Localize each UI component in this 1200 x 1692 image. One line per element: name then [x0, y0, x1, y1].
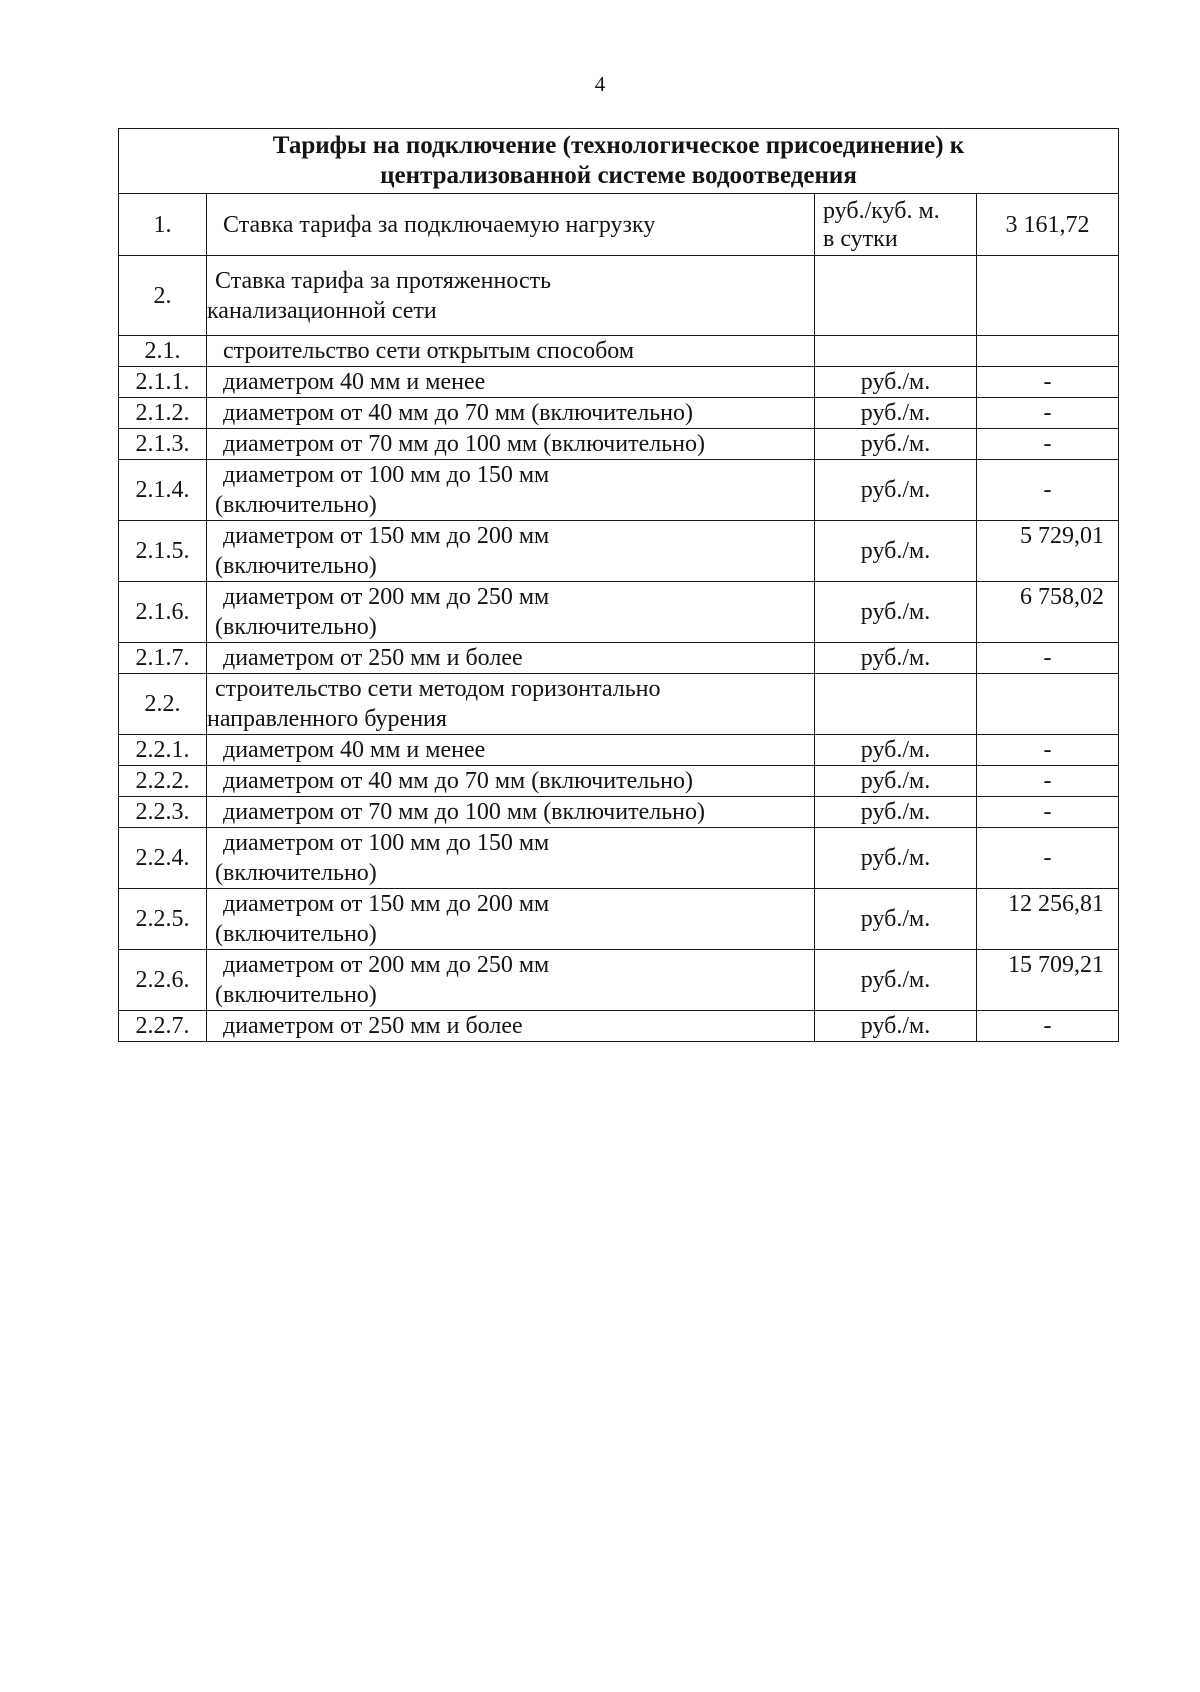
table-title-line-2: централизованной системе водоотведения	[380, 162, 857, 189]
row-name	[207, 735, 815, 766]
row-unit	[815, 367, 977, 398]
row-number: 2.2.4.	[119, 828, 207, 889]
row-name	[207, 460, 815, 521]
table-row	[119, 367, 1119, 398]
row-value: 6 758,02	[977, 582, 1119, 643]
row-unit-line: руб./м.	[860, 967, 931, 993]
table-row	[119, 766, 1119, 797]
row-value	[977, 256, 1119, 336]
row-name-line: канализационной сети	[207, 297, 437, 324]
row-name	[207, 582, 815, 643]
row-number: 2.	[119, 256, 207, 336]
row-name-line: строительство сети открытым способом	[223, 338, 635, 364]
row-number: 1.	[119, 194, 207, 256]
row-number: 2.1.	[119, 336, 207, 367]
row-unit-line: руб./м.	[860, 599, 931, 625]
row-unit	[815, 889, 977, 950]
row-name	[207, 398, 815, 429]
row-unit	[815, 1011, 977, 1042]
row-value	[977, 674, 1119, 735]
table-title	[119, 129, 1119, 194]
row-value: -	[977, 398, 1119, 429]
row-unit	[815, 828, 977, 889]
row-unit	[815, 521, 977, 582]
row-value: -	[977, 367, 1119, 398]
row-name	[207, 797, 815, 828]
row-name-line: диаметром от 100 мм до 150 мм	[223, 830, 550, 856]
row-name	[207, 674, 815, 735]
row-name-line: диаметром от 40 мм до 70 мм (включительно)	[223, 768, 693, 794]
table-row	[119, 889, 1119, 950]
tariff-table-body	[119, 129, 1119, 1042]
row-name	[207, 256, 815, 336]
row-value: 12 256,81	[977, 889, 1119, 950]
row-number: 2.2.	[119, 674, 207, 735]
row-name-line: диаметром от 150 мм до 200 мм	[223, 523, 550, 549]
table-row	[119, 582, 1119, 643]
row-name	[207, 194, 815, 256]
tariff-table	[118, 128, 1119, 1042]
row-name	[207, 1011, 815, 1042]
row-number: 2.2.3.	[119, 797, 207, 828]
row-unit-line: руб./м.	[860, 1013, 931, 1039]
row-unit	[815, 398, 977, 429]
row-name-line: строительство сети методом горизонтально	[215, 676, 661, 702]
table-row	[119, 643, 1119, 674]
row-value: -	[977, 735, 1119, 766]
row-unit	[815, 735, 977, 766]
row-unit	[815, 256, 977, 336]
row-number: 2.1.2.	[119, 398, 207, 429]
row-unit-line: руб./м.	[860, 400, 931, 426]
row-name-line: диаметром от 200 мм до 250 мм	[223, 584, 550, 610]
row-unit	[815, 674, 977, 735]
table-row	[119, 521, 1119, 582]
row-name-line: диаметром от 250 мм и более	[223, 1013, 523, 1039]
row-name-line: (включительно)	[215, 553, 377, 579]
row-name-line: (включительно)	[215, 492, 377, 518]
row-unit-line: руб./м.	[860, 431, 931, 457]
row-unit-line: руб./м.	[860, 768, 931, 794]
row-unit-line: руб./м.	[860, 369, 931, 395]
row-name-line: (включительно)	[215, 614, 377, 640]
row-unit	[815, 643, 977, 674]
row-name	[207, 889, 815, 950]
table-title-line-1: Тарифы на подключение (технологическое присоединение) к	[272, 132, 965, 159]
row-unit-line: руб./м.	[860, 799, 931, 825]
row-value: -	[977, 766, 1119, 797]
row-name	[207, 429, 815, 460]
row-value: -	[977, 1011, 1119, 1042]
row-name-line: диаметром от 70 мм до 100 мм (включительно)	[223, 799, 705, 825]
row-unit-line: руб./м.	[860, 538, 931, 564]
row-unit	[815, 950, 977, 1011]
table-row	[119, 460, 1119, 521]
row-name	[207, 643, 815, 674]
row-value	[977, 336, 1119, 367]
row-name-line: диаметром от 100 мм до 150 мм	[223, 462, 550, 488]
row-unit-line: руб./м.	[860, 645, 931, 671]
row-unit	[815, 336, 977, 367]
row-name	[207, 521, 815, 582]
row-unit	[815, 460, 977, 521]
row-name	[207, 828, 815, 889]
row-number: 2.2.5.	[119, 889, 207, 950]
row-number: 2.1.6.	[119, 582, 207, 643]
row-value: -	[977, 643, 1119, 674]
row-name-line: Ставка тарифа за подключаемую нагрузку	[223, 211, 656, 238]
row-value: 15 709,21	[977, 950, 1119, 1011]
row-value: 3 161,72	[977, 194, 1119, 256]
row-name-line: Ставка тарифа за протяженность	[215, 267, 552, 294]
row-unit	[815, 766, 977, 797]
row-name-line: (включительно)	[215, 860, 377, 886]
table-row	[119, 194, 1119, 256]
row-name-line: (включительно)	[215, 982, 377, 1008]
table-row	[119, 1011, 1119, 1042]
row-number: 2.2.7.	[119, 1011, 207, 1042]
row-name	[207, 336, 815, 367]
row-name-line: диаметром от 150 мм до 200 мм	[223, 891, 550, 917]
row-number: 2.1.5.	[119, 521, 207, 582]
table-row	[119, 950, 1119, 1011]
row-unit-line: руб./куб. м.	[823, 197, 940, 224]
table-title-row	[119, 129, 1119, 194]
table-row	[119, 256, 1119, 336]
row-number: 2.2.2.	[119, 766, 207, 797]
row-value: -	[977, 429, 1119, 460]
row-value: -	[977, 460, 1119, 521]
row-name-line: диаметром от 40 мм до 70 мм (включительно)	[223, 400, 693, 426]
page-number: 4	[594, 72, 606, 96]
row-number: 2.2.1.	[119, 735, 207, 766]
row-value: -	[977, 828, 1119, 889]
row-unit-line: в сутки	[823, 225, 898, 252]
row-name-line: (включительно)	[215, 921, 377, 947]
row-number: 2.1.3.	[119, 429, 207, 460]
row-unit	[815, 429, 977, 460]
table-row	[119, 429, 1119, 460]
table-row	[119, 735, 1119, 766]
row-name	[207, 367, 815, 398]
row-unit-line: руб./м.	[860, 906, 931, 932]
row-unit-line: руб./м.	[860, 845, 931, 871]
row-name	[207, 950, 815, 1011]
row-unit	[815, 582, 977, 643]
row-name-line: диаметром от 250 мм и более	[223, 645, 523, 671]
row-value: 5 729,01	[977, 521, 1119, 582]
table-row	[119, 398, 1119, 429]
table-row	[119, 828, 1119, 889]
row-number: 2.1.4.	[119, 460, 207, 521]
row-value: -	[977, 797, 1119, 828]
table-row	[119, 674, 1119, 735]
row-name-line: направленного бурения	[207, 706, 447, 732]
table-row	[119, 797, 1119, 828]
row-name	[207, 766, 815, 797]
row-unit	[815, 797, 977, 828]
row-number: 2.1.1.	[119, 367, 207, 398]
row-name-line: диаметром от 70 мм до 100 мм (включительно)	[223, 431, 705, 457]
row-unit-line: руб./м.	[860, 477, 931, 503]
row-unit	[815, 194, 977, 256]
row-unit-line: руб./м.	[860, 737, 931, 763]
row-number: 2.2.6.	[119, 950, 207, 1011]
row-name-line: диаметром 40 мм и менее	[223, 369, 486, 395]
table-row	[119, 336, 1119, 367]
row-name-line: диаметром 40 мм и менее	[223, 737, 486, 763]
row-name-line: диаметром от 200 мм до 250 мм	[223, 952, 550, 978]
row-number: 2.1.7.	[119, 643, 207, 674]
